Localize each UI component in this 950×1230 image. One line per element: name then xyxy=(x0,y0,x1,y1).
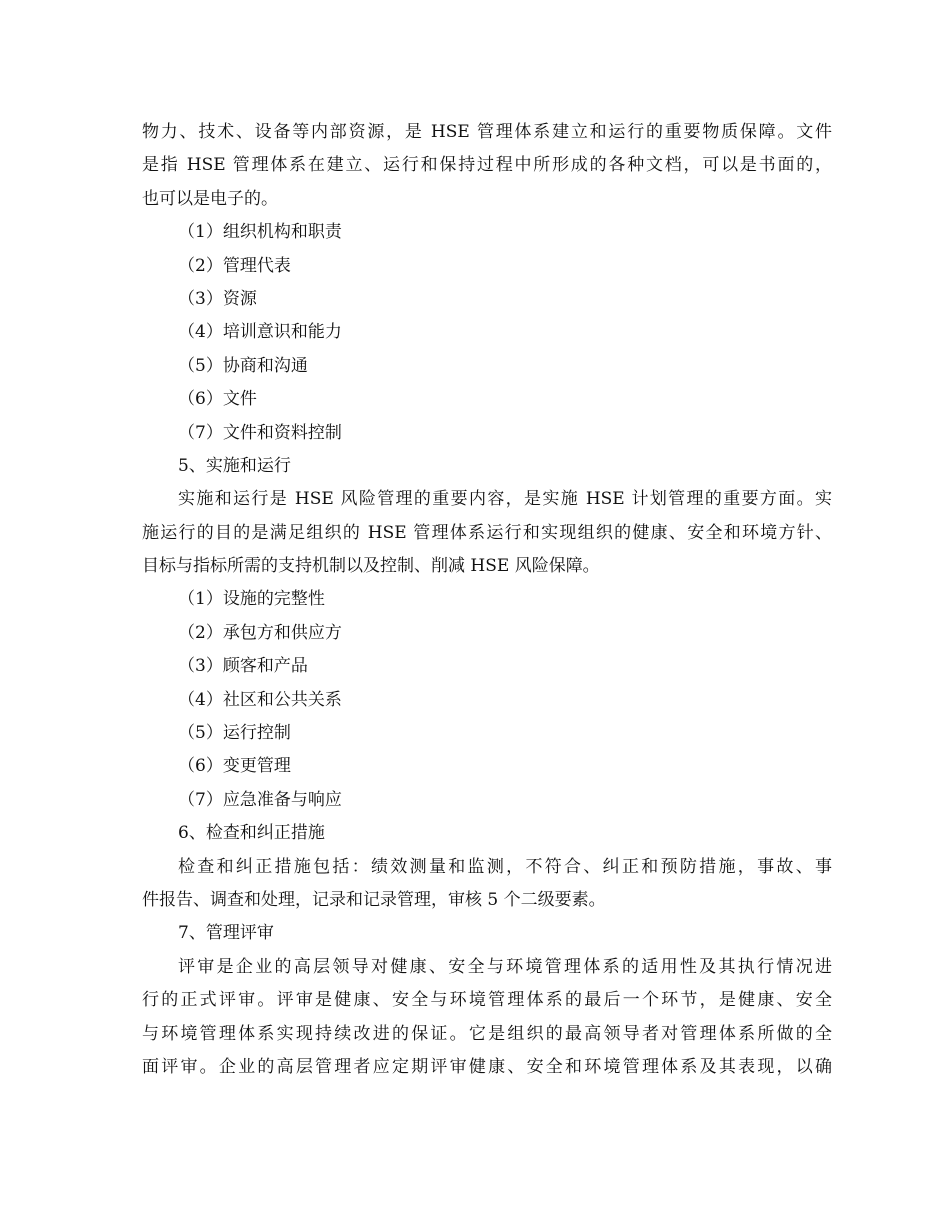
text-line: 也可以是电子的。 xyxy=(142,188,278,209)
text-line: （7）应急准备与响应 xyxy=(178,789,342,810)
text-line: （6）变更管理 xyxy=(178,756,291,777)
text-line: （5）协商和沟通 xyxy=(178,355,308,376)
text-line: 6、检查和纠正措施 xyxy=(178,823,325,844)
text-line: 7、管理评审 xyxy=(178,923,274,944)
text-line: （5）运行控制 xyxy=(178,723,291,744)
text-line: 检查和纠正措施包括：绩效测量和监测，不符合、纠正和预防措施，事故、事 xyxy=(178,856,832,877)
text-line: （2）承包方和供应方 xyxy=(178,622,342,643)
document-body xyxy=(142,116,832,1084)
text-line: （4）社区和公共关系 xyxy=(178,689,342,710)
text-line: 行的正式评审。评审是健康、安全与环境管理体系的最后一个环节，是健康、安全 xyxy=(142,990,832,1011)
text-line: （3）资源 xyxy=(178,288,257,309)
text-line: 评审是企业的高层领导对健康、安全与环境管理体系的适用性及其执行情况进 xyxy=(178,956,832,977)
text-line: （1）组织机构和职责 xyxy=(178,222,342,243)
text-line: 实施和运行是 HSE 风险管理的重要内容，是实施 HSE 计划管理的重要方面。实 xyxy=(178,489,832,510)
text-line: 是指 HSE 管理体系在建立、运行和保持过程中所形成的各种文档，可以是书面的， xyxy=(142,155,832,176)
text-line: （7）文件和资料控制 xyxy=(178,422,342,443)
text-line: （1）设施的完整性 xyxy=(178,589,325,610)
text-line: 与环境管理体系实现持续改进的保证。它是组织的最高领导者对管理体系所做的全 xyxy=(142,1023,832,1044)
text-line: 物力、技术、设备等内部资源，是 HSE 管理体系建立和运行的重要物质保障。文件 xyxy=(142,122,832,142)
text-line: 施运行的目的是满足组织的 HSE 管理体系运行和实现组织的健康、安全和环境方针、 xyxy=(142,522,832,543)
text-line: （4）培训意识和能力 xyxy=(178,322,342,343)
text-line: 件报告、调查和处理，记录和记录管理，审核 5 个二级要素。 xyxy=(142,889,606,910)
text-line: 5、实施和运行 xyxy=(178,455,291,476)
text-line: （3）顾客和产品 xyxy=(178,656,308,677)
text-line: （2）管理代表 xyxy=(178,255,291,276)
text-line: 目标与指标所需的支持机制以及控制、削减 HSE 风险保障。 xyxy=(142,556,600,577)
text-line: 面评审。企业的高层管理者应定期评审健康、安全和环境管理体系及其表现，以确 xyxy=(142,1056,832,1077)
text-line: （6）文件 xyxy=(178,389,257,410)
